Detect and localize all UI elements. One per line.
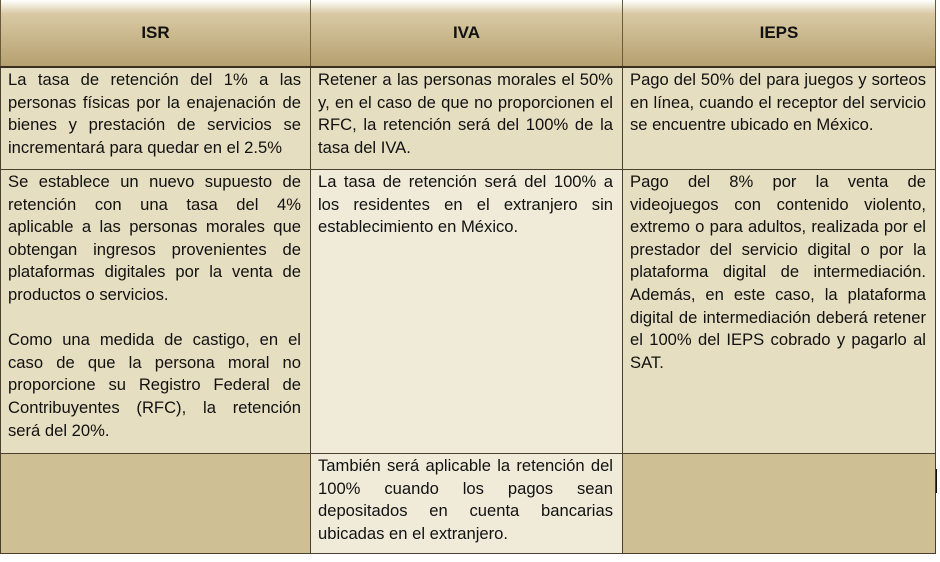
header-iva: IVA (311, 0, 623, 67)
cell-ieps (623, 454, 936, 554)
cell-iva (311, 67, 623, 170)
cell-text: Retener a las personas morales el 50% y, en el caso de que no proporcionen el RFC, la retención será del 100% de la tasa del IVA. (318, 70, 613, 157)
cell-ieps (623, 67, 936, 170)
header-ieps: IEPS (623, 0, 936, 67)
cell-text: Como una medida de castigo, en el caso de que la persona moral no proporcione su Registro Federal de Contribuyentes (RFC), la retención será del 20%. (8, 330, 301, 440)
table-row (1, 170, 936, 454)
header-isr: ISR (1, 0, 311, 67)
cell-isr (1, 67, 311, 170)
cell-text: Pago del 8% por la venta de videojuegos con contenido violento, extremo o para adultos, realizada por el prestador del servicio digital o por la plataforma digital de intermediación. Además, en este caso, la plataforma digital de intermediación deberá retener el 100% del IEPS cobrado y pagarlo al SAT. (630, 172, 926, 372)
cell-iva (311, 170, 623, 454)
cell-iva (311, 454, 623, 554)
cell-text: También será aplicable la retención del 100% cuando los pagos sean depositados en cuenta bancarias ubicadas en el extranjero. (318, 456, 613, 543)
cell-ieps (623, 170, 936, 454)
cell-text: Se establece un nuevo supuesto de retención con una tasa del 4% aplicable a las personas morales que obtengan ingresos provenientes de plataformas digitales por la venta de productos o servicios. (8, 172, 301, 304)
table-row (1, 454, 936, 554)
table-row (1, 67, 936, 170)
cell-isr (1, 454, 311, 554)
cell-isr (1, 170, 311, 454)
cell-text: La tasa de retención será del 100% a los residentes en el extranjero sin establecimiento en México. (318, 172, 613, 237)
header-row (1, 0, 936, 67)
cell-text: Pago del 50% del para juegos y sorteos en línea, cuando el receptor del servicio se encuentre ubicado en México. (630, 70, 926, 135)
text-cursor (936, 469, 937, 493)
cell-text: La tasa de retención del 1% a las personas físicas por la enajenación de bienes y prestación de servicios se incrementará para quedar en el 2.5% (8, 70, 301, 157)
